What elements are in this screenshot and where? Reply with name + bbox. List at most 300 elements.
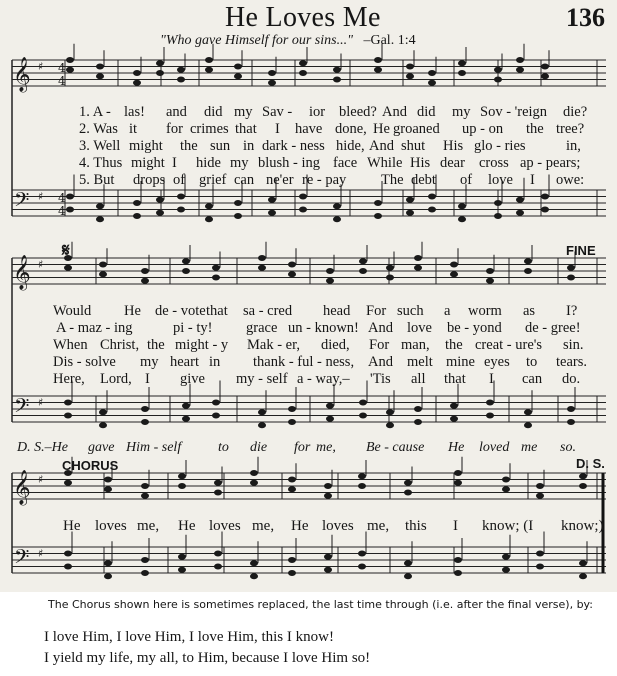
- treble-note-head: [205, 57, 213, 63]
- lyric-syllable: creat - ure's: [475, 337, 543, 353]
- treble-note-head: [502, 477, 510, 483]
- lyric-syllable: Dis - solve: [53, 354, 116, 370]
- lyric-syllable: Would: [53, 303, 92, 319]
- bass-note-head: [524, 409, 532, 415]
- lyric-syllable: ap - pears;: [520, 155, 581, 171]
- treble-note-head: [64, 265, 72, 271]
- bass-note-head: [458, 203, 466, 209]
- bass-note-head: [205, 216, 213, 222]
- treble-note-head: [404, 480, 412, 486]
- bass-note-head: [502, 554, 510, 560]
- treble-clef-icon: 𝄞: [13, 255, 31, 290]
- lyric-syllable: I: [489, 371, 494, 387]
- treble-clef-icon: 𝄞: [13, 57, 31, 92]
- segno-mark: 𝄋: [62, 240, 70, 261]
- lyric-syllable: face: [333, 155, 358, 171]
- lyric-syllable: 2. Was: [79, 121, 118, 137]
- lyric-syllable: my: [234, 104, 253, 120]
- lyric-syllable: sin.: [563, 337, 584, 353]
- treble-note-head: [141, 268, 149, 274]
- treble-note-head: [234, 64, 242, 70]
- lyric-syllable: done,: [335, 121, 367, 137]
- treble-note-head: [358, 483, 366, 489]
- lyric-syllable: that: [235, 121, 257, 137]
- lyric-syllable: of: [460, 172, 473, 188]
- bass-note-head: [214, 564, 222, 570]
- treble-note-head: [288, 486, 296, 492]
- bass-note-head: [536, 564, 544, 570]
- lyric-syllable: And: [369, 138, 394, 154]
- verse-3-line-2: [0, 337, 617, 355]
- key-signature-sharp-icon: ♯: [38, 547, 44, 560]
- lyric-syllable: loved: [479, 440, 510, 455]
- bass-note-head: [454, 570, 462, 576]
- bass-note-head: [212, 413, 220, 419]
- lyric-syllable: I: [145, 371, 150, 387]
- lyric-syllable: died,: [321, 337, 350, 353]
- lyric-syllable: in,: [566, 138, 581, 154]
- lyric-syllable: And: [368, 354, 393, 370]
- bass-note-head: [359, 400, 367, 406]
- treble-note-head: [454, 470, 462, 476]
- lyric-syllable: I: [172, 155, 177, 171]
- alternate-chorus-line-1: I love Him, I love Him, I love Him, this I know!: [44, 629, 334, 645]
- treble-note-head: [404, 490, 412, 496]
- lyric-syllable: Lord,: [100, 371, 132, 387]
- scripture-reference: –Gal. 1:4: [363, 33, 416, 48]
- bass-note-head: [258, 409, 266, 415]
- bass-note-head: [486, 413, 494, 419]
- lyric-syllable: His: [410, 155, 431, 171]
- lyric-syllable: loves: [95, 518, 127, 534]
- bass-note-head: [516, 210, 524, 216]
- lyric-syllable: groaned: [393, 121, 440, 137]
- bass-note-head: [324, 554, 332, 560]
- bass-clef-icon: 𝄢: [14, 188, 30, 216]
- treble-note-head: [374, 57, 382, 63]
- treble-note-head: [524, 258, 532, 264]
- lyric-syllable: for: [294, 440, 311, 455]
- lyric-syllable: this: [405, 518, 427, 534]
- bass-note-head: [414, 406, 422, 412]
- treble-note-head: [458, 70, 466, 76]
- lyric-syllable: For: [369, 337, 390, 353]
- lyric-syllable: tears.: [556, 354, 587, 370]
- bass-note-head: [324, 567, 332, 573]
- lyric-syllable: ior: [309, 104, 326, 120]
- bass-note-head: [177, 194, 185, 200]
- hymn-number: 136: [566, 3, 605, 32]
- lyric-syllable: 4. Thus: [79, 155, 123, 171]
- bass-note-head: [234, 213, 242, 219]
- treble-note-head: [133, 70, 141, 76]
- lyric-syllable: Christ,: [100, 337, 140, 353]
- lyric-syllable: it: [129, 121, 138, 137]
- treble-note-head: [494, 67, 502, 73]
- bass-note-head: [182, 416, 190, 422]
- chorus-label: CHORUS: [62, 458, 119, 473]
- lyric-syllable: as: [523, 303, 536, 319]
- lyric-syllable: I: [275, 121, 280, 137]
- key-signature-sharp-icon: ♯: [38, 60, 44, 73]
- time-signature-top: 4: [58, 61, 66, 75]
- lyric-syllable: might: [129, 138, 163, 154]
- treble-note-head: [516, 57, 524, 63]
- lyric-syllable: up - on: [462, 121, 504, 137]
- lyric-syllable: can: [234, 172, 255, 188]
- lyric-syllable: Him - self: [126, 440, 182, 455]
- bass-note-head: [258, 422, 266, 428]
- lyric-syllable: Sav -: [262, 104, 293, 120]
- treble-note-head: [205, 67, 213, 73]
- treble-note-head: [428, 80, 436, 86]
- bass-note-head: [133, 213, 141, 219]
- lyric-syllable: a: [444, 303, 451, 319]
- treble-note-head: [156, 60, 164, 66]
- scripture-quote: "Who gave Himself for our sins...": [160, 33, 353, 48]
- fine-mark: FINE: [566, 243, 596, 258]
- lyric-syllable: man,: [401, 337, 430, 353]
- lyric-syllable: know; (I: [482, 518, 534, 534]
- lyric-syllable: 'Tis: [370, 371, 391, 387]
- bass-note-head: [326, 416, 334, 422]
- treble-note-head: [288, 477, 296, 483]
- bass-note-head: [66, 194, 74, 200]
- lyric-syllable: be - yond: [447, 320, 502, 336]
- treble-note-head: [141, 493, 149, 499]
- lyric-syllable: shut: [401, 138, 426, 154]
- treble-note-head: [333, 77, 341, 83]
- lyric-syllable: I: [453, 518, 458, 534]
- treble-note-head: [494, 77, 502, 83]
- bass-note-head: [404, 573, 412, 579]
- bass-note-head: [428, 194, 436, 200]
- lyric-syllable: tree?: [556, 121, 585, 137]
- treble-note-head: [141, 483, 149, 489]
- treble-note-head: [299, 70, 307, 76]
- bass-note-head: [516, 197, 524, 203]
- lyric-syllable: might: [131, 155, 165, 171]
- lyric-syllable: las!: [124, 104, 145, 120]
- treble-note-head: [326, 268, 334, 274]
- lyric-syllable: de - vote: [155, 303, 206, 319]
- ds-lyric-line: [0, 440, 617, 458]
- bass-note-head: [288, 406, 296, 412]
- treble-note-head: [486, 278, 494, 284]
- bass-note-head: [541, 207, 549, 213]
- bass-note-head: [358, 564, 366, 570]
- lyric-syllable: hide,: [336, 138, 365, 154]
- key-signature-sharp-icon: ♯: [38, 396, 44, 409]
- bass-note-head: [212, 400, 220, 406]
- bass-note-head: [268, 197, 276, 203]
- treble-note-head: [536, 493, 544, 499]
- bass-note-head: [64, 551, 72, 557]
- lyric-syllable: bleed?: [339, 104, 377, 120]
- bass-clef-icon: 𝄢: [14, 545, 30, 573]
- lyric-syllable: love: [407, 320, 432, 336]
- bass-note-head: [234, 200, 242, 206]
- lyric-syllable: pi - ty!: [173, 320, 213, 336]
- bass-note-head: [104, 560, 112, 566]
- treble-note-head: [250, 480, 258, 486]
- bass-note-head: [486, 400, 494, 406]
- lyric-syllable: He: [63, 518, 81, 534]
- lyric-syllable: loves: [209, 518, 241, 534]
- lyric-syllable: know;): [561, 518, 604, 534]
- lyric-syllable: 1. A -: [79, 104, 111, 120]
- lyric-syllable: die: [250, 440, 268, 455]
- lyric-syllable: eyes: [484, 354, 510, 370]
- treble-note-head: [541, 64, 549, 70]
- lyric-syllable: my: [230, 155, 249, 171]
- bass-note-head: [99, 409, 107, 415]
- treble-note-head: [428, 70, 436, 76]
- treble-note-head: [178, 483, 186, 489]
- bass-note-head: [64, 564, 72, 570]
- lyric-syllable: the: [147, 337, 165, 353]
- bass-note-head: [64, 400, 72, 406]
- treble-note-head: [156, 70, 164, 76]
- lyric-syllable: gave: [88, 440, 115, 455]
- lyric-syllable: such: [397, 303, 424, 319]
- lyric-syllable: debt: [411, 172, 436, 188]
- treble-note-head: [406, 64, 414, 70]
- bass-note-head: [541, 194, 549, 200]
- bass-note-head: [178, 567, 186, 573]
- treble-note-head: [258, 255, 266, 261]
- lyric-syllable: for: [166, 121, 183, 137]
- lyric-syllable: me: [521, 440, 538, 455]
- treble-note-head: [414, 265, 422, 271]
- treble-note-head: [182, 268, 190, 274]
- bass-note-head: [178, 554, 186, 560]
- bass-note-head: [205, 203, 213, 209]
- bass-note-head: [502, 567, 510, 573]
- key-signature-sharp-icon: ♯: [38, 190, 44, 203]
- bass-note-head: [250, 560, 258, 566]
- treble-note-head: [212, 265, 220, 271]
- bass-note-head: [386, 409, 394, 415]
- treble-note-head: [104, 477, 112, 483]
- lyric-syllable: do.: [562, 371, 581, 387]
- lyric-syllable: me,: [367, 518, 390, 534]
- lyric-syllable: He: [124, 303, 141, 319]
- lyric-syllable: Be - cause: [366, 440, 425, 455]
- lyric-syllable: and: [166, 104, 187, 120]
- bass-note-head: [299, 194, 307, 200]
- treble-note-head: [324, 493, 332, 499]
- bass-note-head: [536, 551, 544, 557]
- verse-5-line-1: [0, 172, 617, 190]
- treble-note-head: [288, 262, 296, 268]
- verse-3-line-1: [0, 138, 617, 156]
- lyric-syllable: can: [522, 371, 543, 387]
- lyric-syllable: 5. But: [79, 172, 115, 188]
- lyric-syllable: the: [526, 121, 544, 137]
- bass-note-head: [141, 557, 149, 563]
- lyric-syllable: die?: [563, 104, 588, 120]
- treble-note-head: [178, 473, 186, 479]
- treble-note-head: [96, 73, 104, 79]
- lyric-syllable: I?: [566, 303, 578, 319]
- lyric-syllable: ne'er: [266, 172, 294, 188]
- chorus-lyric-line: [0, 518, 617, 536]
- bass-note-head: [406, 197, 414, 203]
- treble-note-head: [214, 480, 222, 486]
- lyric-syllable: While: [367, 155, 403, 171]
- bass-note-head: [299, 207, 307, 213]
- treble-note-head: [359, 268, 367, 274]
- lyric-syllable: have: [295, 121, 323, 137]
- lyric-syllable: heart: [170, 354, 199, 370]
- treble-note-head: [182, 258, 190, 264]
- lyric-syllable: Mak - er,: [247, 337, 300, 353]
- treble-note-head: [454, 480, 462, 486]
- treble-note-head: [66, 67, 74, 73]
- treble-note-head: [536, 483, 544, 489]
- verse-1-line-1: [0, 104, 617, 122]
- lyric-syllable: might - y: [175, 337, 229, 353]
- lyric-syllable: He: [448, 440, 465, 455]
- treble-note-head: [486, 268, 494, 274]
- bass-note-head: [250, 573, 258, 579]
- lyric-syllable: loves: [322, 518, 354, 534]
- bass-note-head: [494, 213, 502, 219]
- lyric-syllable: me,: [252, 518, 275, 534]
- treble-note-head: [234, 73, 242, 79]
- lyric-syllable: love: [488, 172, 513, 188]
- lyric-syllable: so.: [560, 440, 576, 455]
- bass-note-head: [326, 403, 334, 409]
- lyric-syllable: D. S.–He: [17, 440, 68, 455]
- treble-note-head: [250, 470, 258, 476]
- bass-note-head: [450, 416, 458, 422]
- verse-4-line-1: [0, 155, 617, 173]
- bass-note-head: [414, 419, 422, 425]
- bass-note-head: [104, 573, 112, 579]
- lyric-syllable: He: [291, 518, 309, 534]
- bass-note-head: [428, 207, 436, 213]
- lyric-syllable: And: [368, 320, 393, 336]
- lyric-syllable: Here,: [53, 371, 85, 387]
- treble-note-head: [333, 67, 341, 73]
- bass-note-head: [567, 419, 575, 425]
- lyric-syllable: of: [173, 172, 186, 188]
- bass-note-head: [404, 560, 412, 566]
- treble-note-head: [133, 80, 141, 86]
- treble-note-head: [268, 70, 276, 76]
- treble-note-head: [214, 490, 222, 496]
- lyric-syllable: grief: [199, 172, 227, 188]
- treble-note-head: [516, 67, 524, 73]
- treble-note-head: [524, 268, 532, 274]
- treble-note-head: [258, 265, 266, 271]
- lyric-syllable: owe:: [556, 172, 585, 188]
- ds-mark: D. S.: [576, 456, 605, 471]
- bass-note-head: [156, 210, 164, 216]
- bass-note-head: [177, 207, 185, 213]
- bass-note-head: [579, 573, 587, 579]
- bass-note-head: [358, 551, 366, 557]
- lyric-syllable: give: [180, 371, 205, 387]
- lyric-syllable: He: [373, 121, 390, 137]
- treble-note-head: [579, 473, 587, 479]
- bass-note-head: [458, 216, 466, 222]
- treble-note-head: [541, 73, 549, 79]
- bass-note-head: [288, 557, 296, 563]
- lyric-syllable: thank - ful - ness,: [253, 354, 355, 370]
- lyric-syllable: 3. Well: [79, 138, 121, 154]
- lyric-syllable: The: [381, 172, 404, 188]
- treble-note-head: [358, 473, 366, 479]
- treble-note-head: [450, 271, 458, 277]
- lyric-syllable: a - way,–: [297, 371, 350, 387]
- bass-note-head: [141, 406, 149, 412]
- bass-note-head: [66, 207, 74, 213]
- lyric-syllable: When: [53, 337, 88, 353]
- treble-note-head: [406, 73, 414, 79]
- treble-note-head: [66, 57, 74, 63]
- time-signature-bottom: 4: [58, 74, 66, 88]
- hymn-title: He Loves Me: [225, 2, 381, 33]
- lyric-syllable: my: [140, 354, 159, 370]
- key-signature-sharp-icon: ♯: [38, 258, 44, 271]
- bass-note-head: [96, 216, 104, 222]
- bass-note-head: [386, 422, 394, 428]
- lyric-syllable: my - self: [236, 371, 288, 387]
- lyric-syllable: A - maz - ing: [56, 320, 133, 336]
- verse-1-line-2: [0, 303, 617, 321]
- lyric-syllable: in: [209, 354, 221, 370]
- bass-note-head: [579, 560, 587, 566]
- verse-2-line-1: [0, 121, 617, 139]
- lyric-syllable: worm: [468, 303, 502, 319]
- bass-note-head: [450, 403, 458, 409]
- verse-4-line-2: [0, 354, 617, 372]
- time-signature-top: 4: [58, 191, 66, 205]
- treble-note-head: [141, 278, 149, 284]
- treble-note-head: [386, 265, 394, 271]
- lyric-syllable: For: [366, 303, 387, 319]
- bass-note-head: [288, 419, 296, 425]
- lyric-syllable: blush - ing: [258, 155, 321, 171]
- treble-note-head: [104, 486, 112, 492]
- key-signature-sharp-icon: ♯: [38, 473, 44, 486]
- lyric-syllable: that: [206, 303, 228, 319]
- treble-note-head: [386, 275, 394, 281]
- lyric-syllable: to: [526, 354, 538, 370]
- treble-note-head: [414, 255, 422, 261]
- treble-note-head: [450, 262, 458, 268]
- lyric-syllable: that: [444, 371, 466, 387]
- lyric-syllable: I: [530, 172, 535, 188]
- lyric-syllable: dear: [440, 155, 465, 171]
- bass-note-head: [333, 216, 341, 222]
- treble-note-head: [359, 258, 367, 264]
- bass-note-head: [64, 413, 72, 419]
- lyric-syllable: Sov - 'reign: [480, 104, 548, 120]
- treble-note-head: [567, 275, 575, 281]
- bass-clef-icon: 𝄢: [14, 394, 30, 422]
- lyric-syllable: un - known!: [288, 320, 359, 336]
- bass-note-head: [141, 570, 149, 576]
- verse-2-line-2: [0, 320, 617, 338]
- bass-note-head: [268, 210, 276, 216]
- time-signature-bottom: 4: [58, 204, 66, 218]
- lyric-syllable: to: [218, 440, 229, 455]
- lyric-syllable: did: [417, 104, 436, 120]
